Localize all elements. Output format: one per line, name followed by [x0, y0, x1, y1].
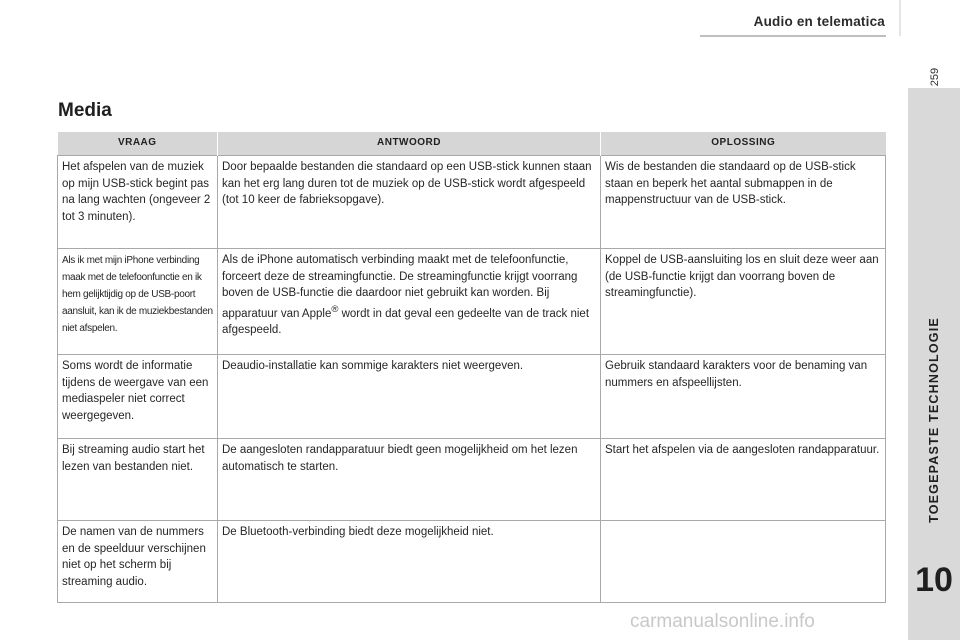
watermark-text: carmanualsonline.info	[630, 611, 815, 632]
solution-cell: Wis de bestanden die standaard op de USB-stick staan en beperk het aantal submappen in de mappenstructuur van de USB-stick.	[601, 156, 886, 249]
header-solution: OPLOSSING	[601, 132, 886, 156]
table-header-row	[58, 132, 886, 156]
table-row	[58, 249, 886, 355]
solution-cell: Gebruik standaard karakters voor de benaming van nummers en afspeellijsten.	[601, 355, 886, 439]
solution-cell: Koppel de USB-aansluiting los en sluit deze weer aan (de USB-functie krijgt dan voorrang boven de streamingfunctie).	[601, 249, 886, 355]
question-cell: Als ik met mijn iPhone verbinding maak met de telefoonfunctie en ik hem gelijktijdig op de USB-poort aansluit, kan ik de muziekbestanden niet afspelen.	[58, 249, 218, 355]
table-row	[58, 521, 886, 603]
section-title: Media	[58, 100, 112, 121]
answer-cell: De Bluetooth-verbinding biedt deze mogelijkheid niet.	[218, 521, 601, 603]
question-cell: Soms wordt de informatie tijdens de weergave van een mediaspeler niet correct weergegeven.	[58, 355, 218, 439]
page-number: 259	[929, 67, 941, 87]
chapter-side-label: TOEGEPASTE TECHNOLOGIE	[927, 317, 941, 523]
table-row	[58, 355, 886, 439]
solution-cell: Start het afspelen via de aangesloten randapparatuur.	[601, 439, 886, 521]
table-row	[58, 156, 886, 249]
header-rule	[700, 35, 886, 37]
table-row	[58, 439, 886, 521]
chapter-number: 10	[915, 561, 953, 599]
answer-text-end: wordt in dat geval een gedeelte van de track niet afgespeeld.	[222, 307, 590, 336]
question-cell: Het afspelen van de muziek op mijn USB-stick begint pas na lang wachten (ongeveer 2 tot 3 minuten).	[58, 156, 218, 249]
chapter-header-title: Audio en telematica	[753, 14, 885, 29]
question-cell: De namen van de nummers en de speelduur verschijnen niet op het scherm bij streaming audio.	[58, 521, 218, 603]
solution-cell	[601, 521, 886, 603]
registered-mark: ®	[331, 303, 339, 315]
answer-cell: De aangesloten randapparatuur biedt geen mogelijkheid om het lezen automatisch te starten.	[218, 439, 601, 521]
answer-cell: Deaudio-installatie kan sommige karakters niet weergeven.	[218, 355, 601, 439]
answer-cell: Door bepaalde bestanden die standaard op een USB-stick kunnen staan kan het erg lang duren tot de muziek op de USB-stick wordt afgespeeld (tot 10 keer de fabrieksopgave).	[218, 156, 601, 249]
question-cell: Bij streaming audio start het lezen van bestanden niet.	[58, 439, 218, 521]
answer-text: Als de iPhone automatisch verbinding maakt met de telefoonfunctie, forceert deze de streamingfunctie. De streamingfunctie krijgt voorrang boven de USB-functie die daardoor niet gebruikt kan worden. Bij apparatuur van Apple	[222, 254, 578, 320]
answer-cell	[218, 249, 601, 355]
faq-table	[57, 132, 886, 603]
header-tick-line	[899, 0, 901, 36]
header-answer: ANTWOORD	[218, 132, 601, 156]
header-question: VRAAG	[58, 132, 218, 156]
